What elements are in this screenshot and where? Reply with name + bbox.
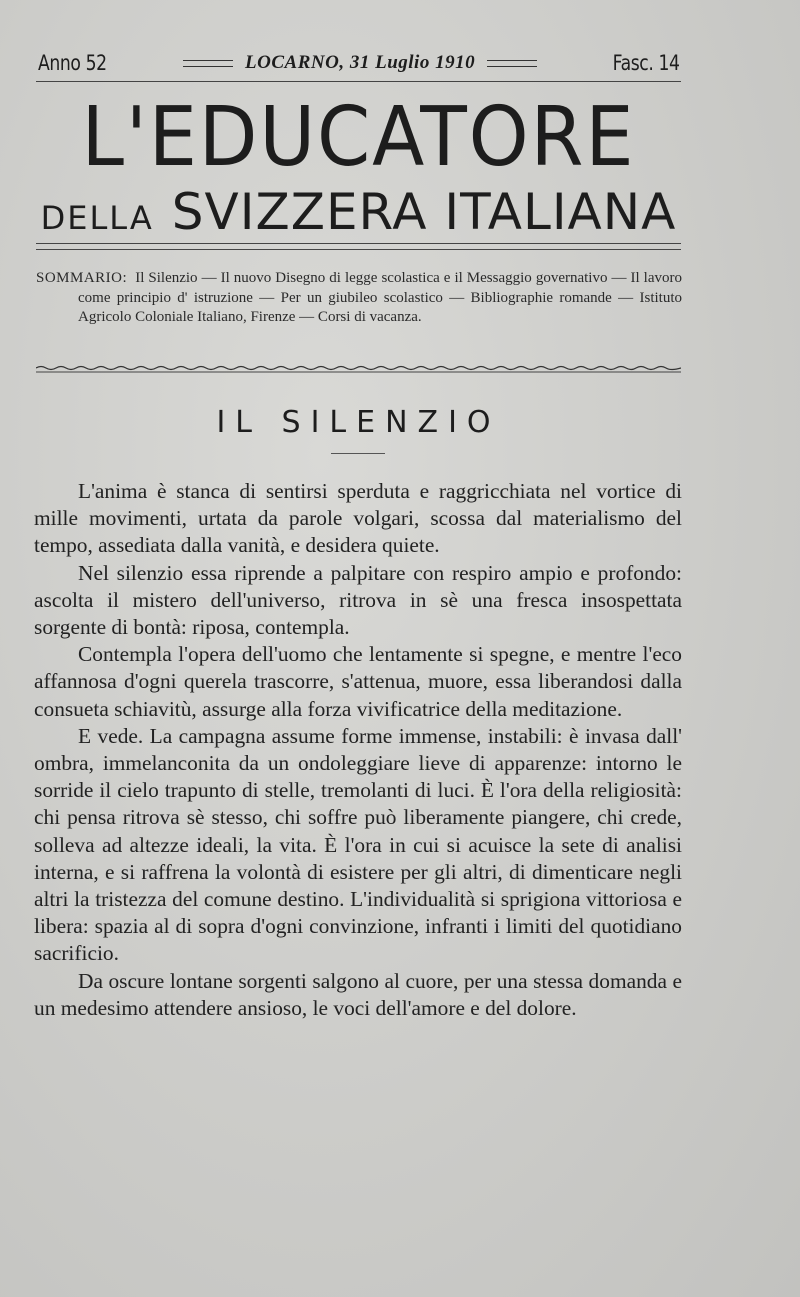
title-rule-bottom: [36, 249, 681, 250]
article-body: [34, 478, 682, 1022]
subtitle-della: DELLA: [40, 199, 154, 237]
article-heading: IL SILENZIO: [216, 405, 501, 440]
masthead: [38, 48, 680, 78]
heading-underline: [331, 453, 385, 454]
double-rule-left: [183, 60, 233, 67]
wavy-divider: [36, 364, 681, 374]
fascicle-number: Fasc. 14: [613, 51, 680, 75]
issue-number: Anno 52: [38, 51, 107, 75]
title-rule-top: [36, 243, 681, 244]
journal-subtitle: [36, 183, 681, 243]
issue-date: LOCARNO, 31 Luglio 1910: [245, 52, 476, 73]
article-paragraph: E vede. La campagna assume forme immense, instabili: è invasa dall' ombra, immelanconita da un ondoleggiare lieve di apparenze: intorno le sorride il cielo trapunto di stelle, tremolanti di luci. È l'ora della religiosità: chi pensa ritrova sè stesso, chi soffre può liberamente piangere, chi crede, solleva ad altezze ideali, la vita. È l'ora in cui si acuisce la sete di analisi interna, e si raffrena la volontà di esistere per gli altri, di dimenticare negli altri la tristezza del comune destino. L'individualità si sprigiona vittoriosa e libera: spazia al di sopra d'ogni convinzione, infranti i limiti del quotidiano sacrificio.: [34, 723, 682, 966]
summary: [36, 269, 682, 328]
summary-label: SOMMARIO:: [36, 270, 128, 286]
article-paragraph: Nel silenzio essa riprende a palpitare con respiro ampio e profondo: ascolta il mistero dell'universo, ritrova in sè una fresca insospettata sorgente di bontà: riposa, contempla.: [34, 560, 682, 640]
journal-title: L'EDUCATORE: [81, 90, 636, 185]
article-paragraph: Contempla l'opera dell'uomo che lentamente si spegne, e mentre l'eco affannosa d'ogni querela trascorre, s'attenua, muore, essa liberandosi dalla consueta schiavitù, assurge alla forza vivificatrice della meditazione.: [34, 642, 682, 721]
subtitle-main: SVIZZERA ITALIANA: [171, 183, 677, 241]
masthead-rule: [36, 81, 681, 82]
summary-text: Il Silenzio — Il nuovo Disegno di legge scolastica e il Messaggio governativo — Il lavoro come principio d' istruzione — Per un giubileo scolastico — Bibliographie romande — Istituto Agricolo Coloniale Italiano, Firenze — Corsi di vacanza.: [78, 270, 682, 325]
article-paragraph: Da oscure lontane sorgenti salgono al cuore, per una stessa domanda e un medesimo attendere ansioso, le voci dell'amore e del dolore.: [34, 968, 682, 1020]
summary-paragraph: [36, 269, 682, 328]
double-rule-right: [487, 60, 537, 67]
article-paragraph: L'anima è stanca di sentirsi sperduta e raggricchiata nel vortice di mille movimenti, urtata da parole volgari, scossa dal materialismo del tempo, assediata dalla vanità, e desidera quiete.: [34, 479, 682, 558]
masthead-center: [183, 52, 537, 74]
